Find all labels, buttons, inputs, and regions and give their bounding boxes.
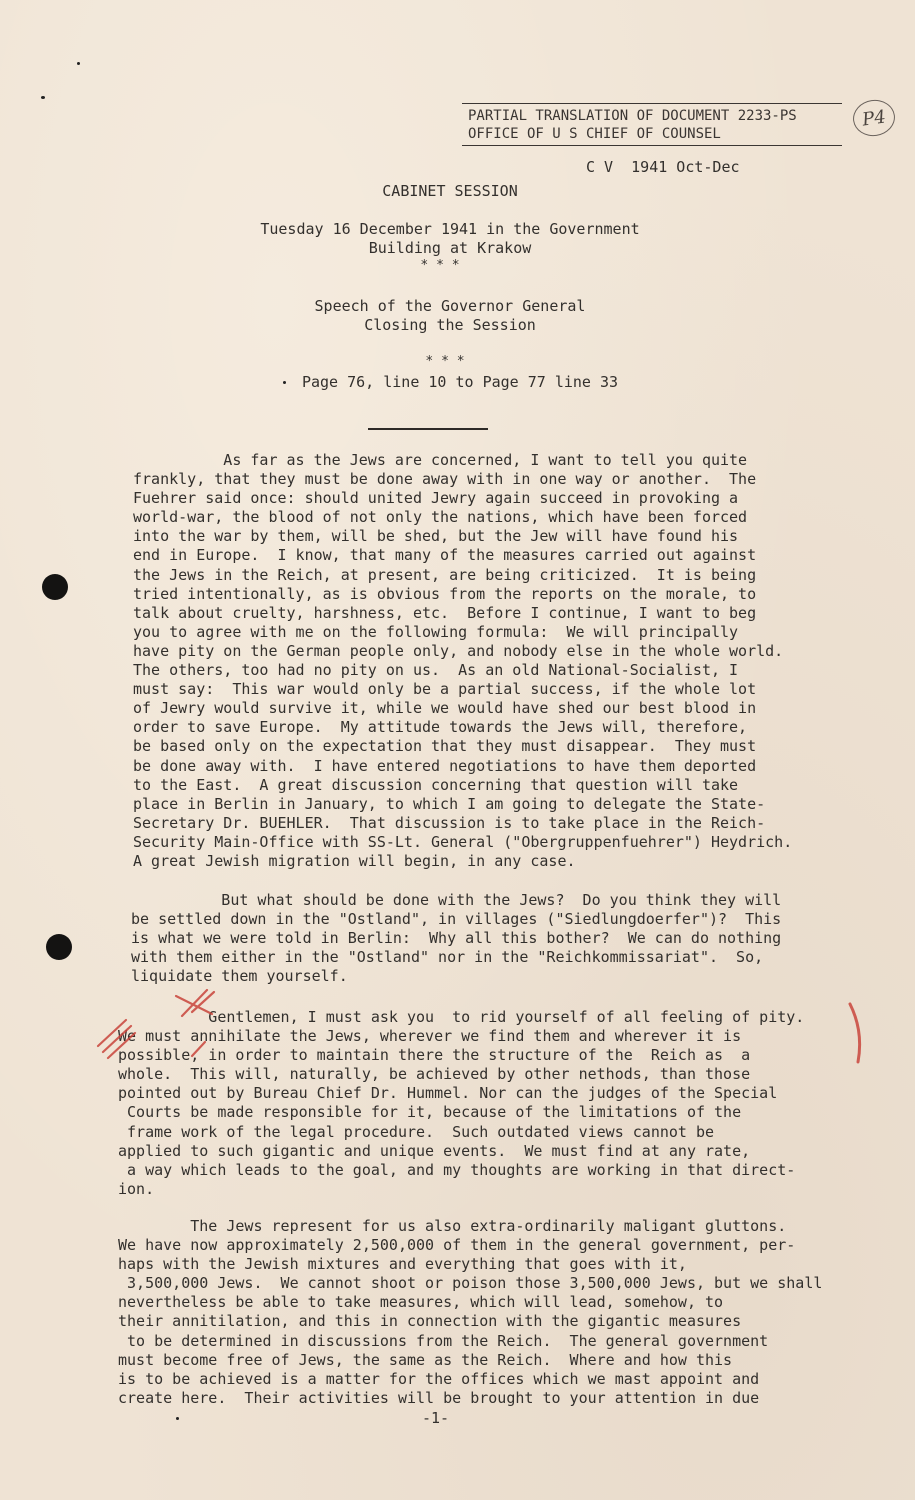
date-line-2: Building at Krakow (368, 239, 532, 257)
paragraph-3 (118, 1008, 804, 1199)
text-line: of Jewry would survive it, while we would have shed our best blood in (133, 699, 757, 718)
ink-speck (41, 96, 45, 99)
text-line: a way which leads to the goal, and my thoughts are working in that direct- (118, 1160, 796, 1179)
text-line: The Jews represent for us also extra-ordinarily maligant gluttons. (118, 1217, 787, 1235)
text-line: to the East. A great discussion concerning that question will take (133, 775, 739, 794)
text-line: world-war, the blood of not only the nations, which have been forced (133, 508, 748, 527)
stars-divider-1: * * * (420, 258, 460, 273)
text-line: ion. (118, 1179, 155, 1198)
text-line: haps with the Jewish mixtures and everything that goes with it, (118, 1255, 687, 1274)
text-line: Secretary Dr. BUEHLER. That discussion is to take place in the Reich- (133, 813, 766, 832)
paragraph-4 (118, 1217, 822, 1408)
text-line: into the war by them, will be shed, but the Jew will have found his (133, 527, 739, 546)
text-line: be based only on the expectation that they must disappear. They must (133, 737, 757, 756)
paragraph-1 (133, 451, 792, 871)
ink-speck (176, 1417, 179, 1420)
header-top-rule (462, 103, 842, 104)
text-line: order to save Europe. My attitude towards the Jews will, therefore, (133, 718, 748, 737)
text-line: 3,500,000 Jews. We cannot shoot or poison those 3,500,000 Jews, but we shall (118, 1274, 823, 1293)
section-divider (368, 428, 488, 430)
text-line: place in Berlin in January, to which I am going to delegate the State- (133, 794, 766, 813)
text-line: liquidate them yourself. (131, 967, 348, 986)
ink-speck (283, 381, 286, 384)
text-line: create here. Their activities will be brought to your attention in due (118, 1388, 760, 1407)
text-line: Courts be made responsible for it, because of the limitations of the (118, 1103, 742, 1122)
text-line: whole. This will, naturally, be achieved by other nethods, than those (118, 1065, 751, 1084)
header-title-line: PARTIAL TRANSLATION OF DOCUMENT 2233-PS (468, 108, 797, 124)
date-line-1: Tuesday 16 December 1941 in the Government (260, 220, 640, 238)
text-line: their annitilation, and this in connection with the gigantic measures (118, 1312, 742, 1331)
text-line: the Jews in the Reich, at present, are being criticized. It is being (133, 565, 757, 584)
text-line: end in Europe. I know, that many of the measures carried out against (133, 546, 757, 565)
text-line: nevertheless be able to take measures, which will lead, somehow, to (118, 1293, 724, 1312)
text-line: pointed out by Bureau Chief Dr. Hummel. Nor can the judges of the Special (118, 1084, 778, 1103)
text-line: must say: This war would only be a partial success, if the whole lot (133, 680, 757, 699)
text-line: to be determined in discussions from the Reich. The general government (118, 1331, 769, 1350)
text-line: frame work of the legal procedure. Such outdated views cannot be (118, 1122, 715, 1141)
text-line: possible, in order to maintain there the structure of the Reich as a (118, 1046, 751, 1065)
text-line: talk about cruelty, harshness, etc. Before I continue, I want to beg (133, 603, 757, 622)
text-line: The others, too had no pity on us. As an old National-Socialist, I (133, 661, 739, 680)
text-line: with them either in the "Ostland" nor in the "Reichkommissariat". So, (131, 948, 764, 967)
speech-line-2: Closing the Session (364, 316, 536, 334)
text-line: We have now approximately 2,500,000 of them in the general government, per- (118, 1236, 796, 1255)
text-line: is what we were told in Berlin: Why all this bother? We can do nothing (131, 929, 782, 948)
punch-hole-top (42, 574, 68, 600)
text-line: But what should be done with the Jews? Do you think they will (131, 891, 782, 909)
paragraph-2 (131, 891, 781, 986)
header-bottom-rule (462, 145, 842, 146)
ink-speck (77, 62, 80, 65)
text-line: have pity on the German people only, and nobody else in the whole world. (133, 641, 784, 660)
text-line: frankly, that they must be done away with in one way or another. The (133, 470, 757, 489)
text-line: is to be achieved is a matter for the offices which we mast appoint and (118, 1369, 760, 1388)
text-line: A great Jewish migration will begin, in any case. (133, 851, 576, 870)
text-line: Fuehrer said once: should united Jewry again succeed in provoking a (133, 489, 739, 508)
speech-line-1: Speech of the Governor General (314, 297, 586, 315)
text-line: As far as the Jews are concerned, I want to tell you quite (133, 451, 748, 469)
text-line: We must annihilate the Jews, wherever we find them and wherever it is (118, 1027, 742, 1046)
red-bracket-mark (850, 1004, 860, 1062)
text-line: be settled down in the "Ostland", in villages ("Siedlungdoerfer")? This (131, 910, 782, 929)
text-line: you to agree with me on the following formula: We will principally (133, 622, 739, 641)
text-line: Security Main-Office with SS-Lt. General ("Obergruppenfuehrer") Heydrich. (133, 832, 793, 851)
reference-line: C V 1941 Oct-Dec (586, 158, 740, 176)
text-line: be done away with. I have entered negotiations to have them deported (133, 756, 757, 775)
page-mark-circle: P4 (851, 97, 898, 138)
header-office-line: OFFICE OF U S CHIEF OF COUNSEL (468, 126, 721, 142)
stars-divider-2: * * * (425, 354, 465, 369)
text-line: must become free of Jews, the same as the Reich. Where and how this (118, 1350, 733, 1369)
punch-hole-bottom (46, 934, 72, 960)
text-line: applied to such gigantic and unique events. We must find at any rate, (118, 1141, 751, 1160)
text-line: Gentlemen, I must ask you to rid yourself of all feeling of pity. (118, 1008, 805, 1026)
page-number: -1- (422, 1409, 450, 1427)
session-heading: CABINET SESSION (382, 182, 518, 200)
page-range: Page 76, line 10 to Page 77 line 33 (301, 373, 619, 391)
text-line: tried intentionally, as is obvious from the reports on the morale, to (133, 584, 757, 603)
